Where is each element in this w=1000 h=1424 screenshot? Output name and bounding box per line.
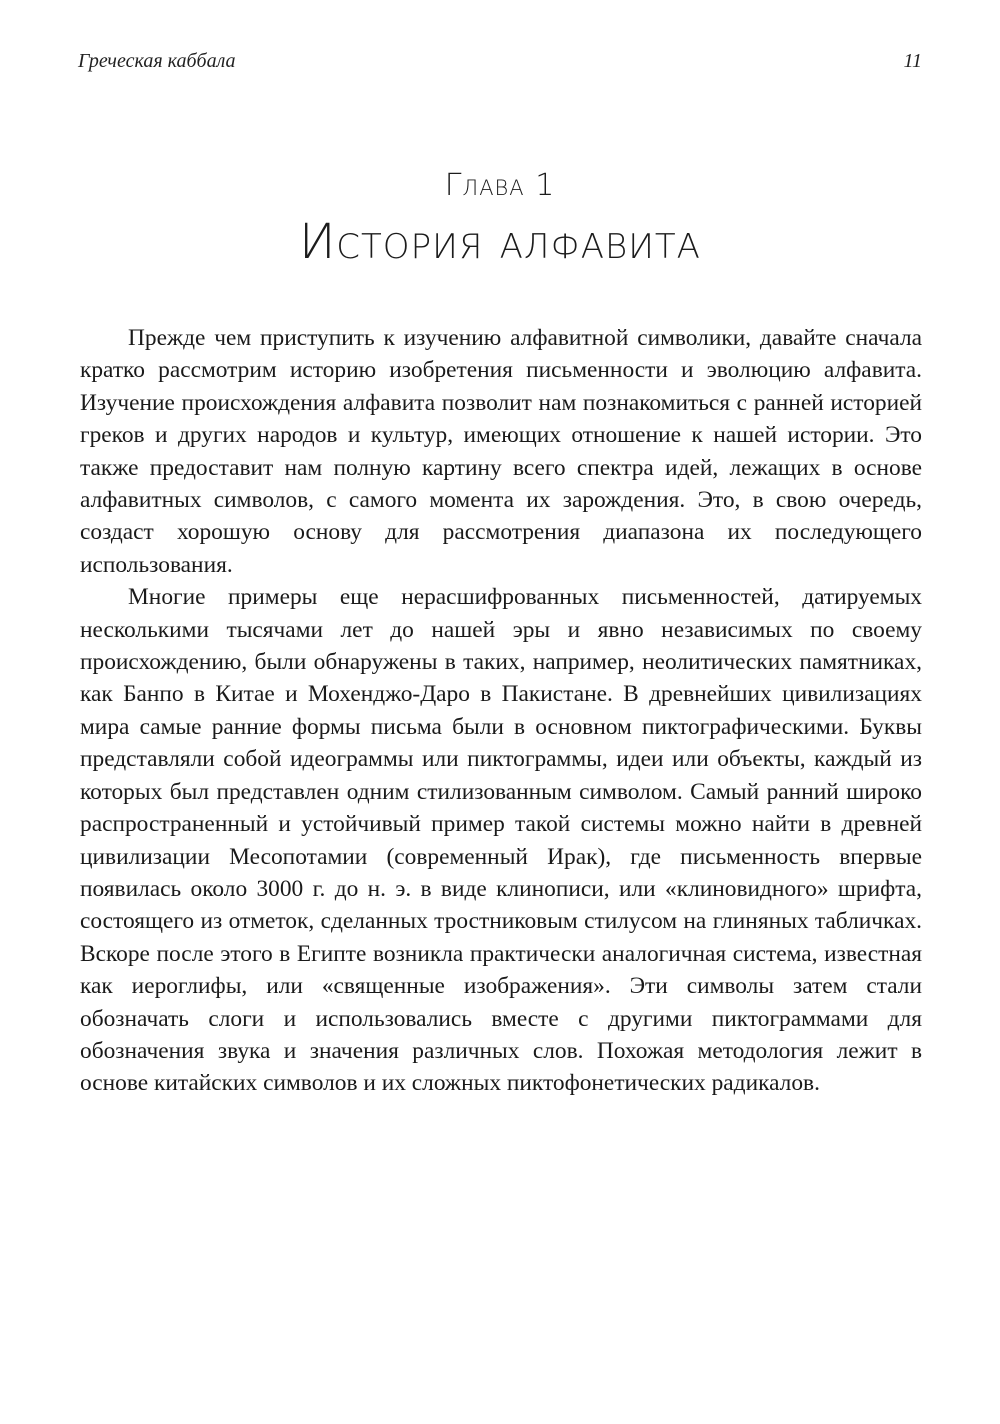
running-title: Греческая каббала (78, 50, 236, 72)
paragraph-2: Многие примеры еще нерасшифрованных письменностей, датируемых несколькими тысячами лет до нашей эры и явно независимых по своему происхождению, были обнаружены в таких, например, неолитических памятниках, как Банпо в Китае и Мохенджо-Даро в Пакистане. В древнейших цивилизациях мира самые ранние формы письма были в основном пиктографическими. Буквы представляли собой идеограммы или пиктограммы, идеи или объекты, каждый из которых был представлен одним стилизованным символом. Самый ранний широко распространенный и устойчивый пример такой системы можно найти в древней цивилизации Месопотамии (современный Ирак), где письменность впервые появилась около 3000 г. до н. э. в виде клинописи, или «клиновидного» шрифта, состоящего из отметок, сделанных тростниковым стилусом на глиняных табличках. Вскоре после этого в Египте возникла практически аналогичная система, известная как иероглифы, или «священные изображения». Эти символы затем стали обозначать слоги и использовались вместе с другими пиктограммами для обозначения звука и значения различных слов. Похожая методология лежит в основе китайских символов и их сложных пиктофонетических радикалов. (80, 584, 922, 1097)
body-text (80, 322, 922, 1100)
chapter-title: История алфавита (299, 214, 701, 270)
page-number: 11 (903, 50, 922, 72)
paragraph-1: Прежде чем приступить к изучению алфавитной символики, давайте сначала кратко рассмотрим историю изобретения письменности и эволюцию алфавита. Изучение происхождения алфавита позволит нам познакомиться с ранней историей греков и других народов и культур, имеющих отношение к нашей истории. Это также предоставит нам полную картину всего спектра идей, лежащих в основе алфавитных символов, с самого момента их зарождения. Это, в свою очередь, создаст хорошую основу для рассмотрения диапазона их последующего использования. (80, 325, 922, 578)
running-header (78, 50, 922, 80)
chapter-label: Глава 1 (444, 168, 556, 203)
